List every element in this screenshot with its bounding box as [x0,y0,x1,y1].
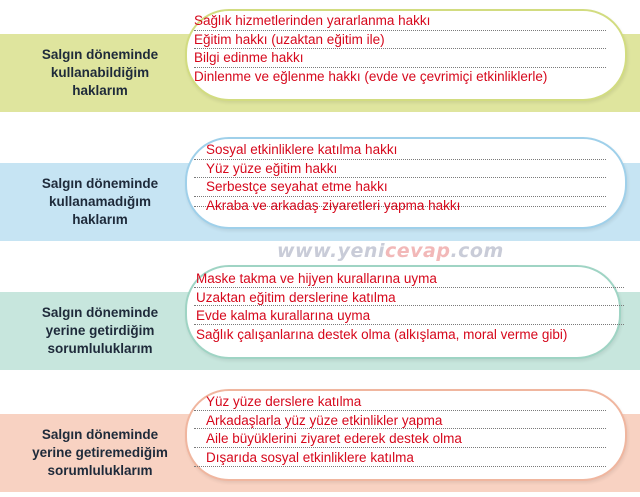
list-item: Aile büyüklerini ziyaret ederek destek olma [206,431,462,446]
section-label-4 [0,414,200,492]
section-label-3 [0,292,200,370]
section-items-4 [206,393,462,467]
section-items-2 [206,141,460,215]
label-line: yerine getirdiğim [45,323,155,338]
label-line: Salgın döneminde [41,305,159,320]
list-item: Serbestçe seyahat etme hakkı [206,179,388,194]
list-item: Arkadaşlarla yüz yüze etkinlikler yapma [206,412,443,428]
label-line: haklarım [72,83,128,98]
label-line: haklarım [72,212,128,227]
label-line: yerine getiremediğim [32,445,168,460]
label-line: Salgın döneminde [41,47,159,62]
list-item: Yüz yüze eğitim hakkı [206,160,338,176]
section-items-1 [194,12,547,86]
list-item: Uzaktan eğitim derslerine katılma [196,289,396,305]
watermark-mid: cevap [384,240,451,262]
list-item: Sağlık çalışanlarına destek olma (alkışlama, moral verme gibi) [196,326,568,342]
list-item: Dışarıda sosyal etkinliklere katılma [206,449,414,465]
list-item: Bilgi edinme hakkı [194,50,304,65]
section-items-3 [196,270,567,344]
list-item: Eğitim hakkı (uzaktan eğitim ile) [194,31,385,47]
section-label-1 [0,34,200,112]
list-item: Sağlık hizmetlerinden yararlanma hakkı [194,13,431,28]
label-line: kullanabildiğim [50,65,150,80]
list-item: Akraba ve arkadaş ziyaretleri yapma hakkı [206,197,461,213]
list-item: Dinlenme ve eğlenme hakkı (evde ve çevrimiçi etkinliklerle) [194,68,548,84]
list-item: Yüz yüze derslere katılma [206,394,362,409]
label-line: Salgın döneminde [41,176,159,191]
label-line: Salgın döneminde [41,427,159,442]
list-item: Maske takma ve hijyen kurallarına uyma [196,271,437,286]
label-line: sorumluluklarım [47,341,153,356]
list-item: Evde kalma kurallarına uyma [196,308,371,323]
watermark [277,240,504,262]
section-label-2 [0,163,200,241]
list-item: Sosyal etkinliklere katılma hakkı [206,142,398,157]
watermark-post: .com [450,240,504,262]
watermark-pre: www.yeni [277,240,385,262]
label-line: sorumluluklarım [47,463,153,478]
label-line: kullanamadığım [48,194,152,209]
